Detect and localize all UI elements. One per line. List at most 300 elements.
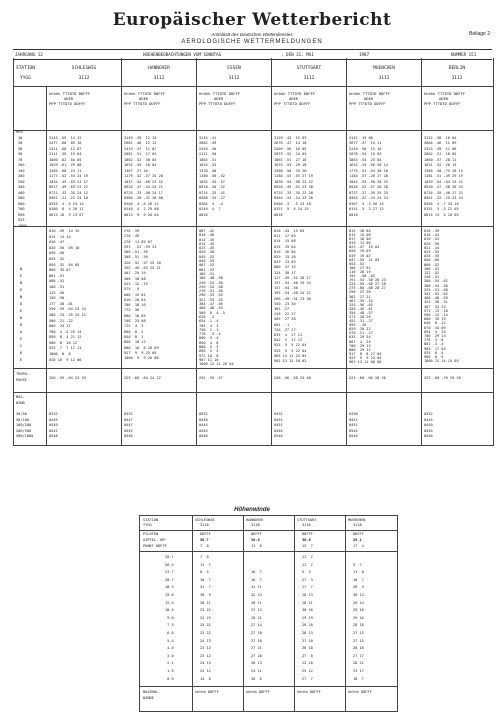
table-row: 2682 -49 — [199, 141, 217, 145]
table-row: 20.7 — [165, 555, 174, 559]
table-row: 0304 4 -6 26 12 — [124, 201, 159, 206]
table-row: 23 12 — [200, 653, 211, 658]
table-row: 700 4 -5 25 14 — [49, 329, 82, 334]
table-row: 500/1000 — [16, 434, 34, 438]
table-row: 186 -48 -58 — [199, 276, 223, 281]
table-row: 1039 -54 -64 29 21 — [424, 179, 463, 184]
station-id-muenchen: 3112 — [378, 76, 390, 81]
table-row: 0546 — [349, 434, 358, 438]
table-row: 278 11 09 07 — [124, 239, 153, 244]
table-row: 29 16 — [353, 608, 364, 613]
table-row: 0.9 — [167, 676, 174, 681]
table-row: 700 18 10 — [124, 303, 146, 308]
table-row: 0016 — [274, 212, 283, 217]
significant-levels-label — [17, 265, 25, 363]
table-row: 31 11 — [251, 585, 262, 590]
table-row: 0568 -25 -27 — [199, 196, 225, 200]
table-row: 29 19 — [302, 615, 313, 620]
table-row: 850 18 12 — [124, 340, 146, 345]
table-row: 0449 — [49, 423, 58, 427]
table-row: 322 -53 -55 — [199, 297, 223, 302]
table-row: 025 -52 — [424, 250, 440, 255]
table-row: 30/50 — [16, 412, 27, 416]
table-row: 045 -52 — [199, 254, 215, 259]
table-row: 0016 — [349, 212, 358, 217]
table-row: 270 -49 — [124, 234, 140, 239]
table-row: 600 — [18, 201, 25, 206]
table-row: 2419 -47 11 07 — [124, 146, 157, 151]
table-row: 27 18 — [251, 630, 262, 635]
table-row: 1631 -52 26 15 — [424, 163, 457, 167]
table-row: 28 13 — [302, 630, 313, 635]
table-row: 0447 — [124, 423, 133, 427]
table-row: 1633 -53 29 18 — [274, 163, 307, 167]
table-row: 0447 — [124, 417, 133, 422]
side-letter: B — [19, 280, 23, 285]
table-row: 1038 -54 -58 24 22 — [274, 179, 313, 184]
table-row: 105 -51 — [199, 271, 215, 276]
table-row: 0724 -33 -41 — [199, 190, 225, 195]
table-row: 890 5 3 — [199, 349, 219, 354]
table-row: 960 8 9 — [424, 355, 444, 360]
standard-levels-berlin — [424, 136, 463, 219]
hw-winds-hannover — [251, 554, 262, 683]
table-row: 495 -26 — [349, 323, 371, 328]
supplement-label: Beilage 2 — [469, 31, 490, 37]
table-row: 50 — [18, 152, 23, 156]
table-row: 320 -49 -61 — [349, 306, 373, 311]
table-row: 10.5 — [165, 608, 174, 613]
table-row: 0305 4 -7 33 16 — [424, 201, 459, 206]
table-row: 925 — [18, 218, 25, 222]
table-row: 32 13 — [251, 592, 262, 597]
table-row: 1365 -60 24 11 — [49, 168, 82, 173]
table-row: 27 3 — [302, 577, 313, 582]
side-letter: N — [19, 294, 23, 299]
table-row: 347 -52 -62 — [424, 292, 448, 297]
table-row: 1037 -54 -60 23 22 — [124, 179, 163, 184]
significant-levels-essen — [199, 229, 234, 367]
table-row: 060 -52 — [424, 262, 440, 267]
side-letter: D — [19, 301, 23, 306]
table-row: 570 -21 -27 — [349, 331, 373, 336]
table-row: 28 21 — [353, 661, 364, 666]
station-name-hannover: HANNOVER — [148, 66, 170, 71]
table-row: 5 3 — [302, 570, 311, 575]
table-row: 850 — [18, 212, 25, 217]
table-row: 0546 — [199, 434, 208, 438]
table-row: 29 14 — [353, 600, 364, 605]
significant-levels-schleswig — [49, 229, 86, 363]
side-letter: U — [19, 329, 23, 334]
table-row: 2111 -59 15 04 — [49, 152, 82, 156]
table-row: 850 8 2 — [124, 334, 144, 339]
table-row: 177 -48 -61 — [49, 301, 73, 306]
table-row: 0332 — [274, 412, 283, 416]
table-row: 0451 — [349, 423, 358, 427]
table-row: 835 4 27 11 — [274, 333, 303, 338]
table-row: 250 -59 -64 23 24 — [49, 307, 86, 312]
hw-pilot-dir-hannover: DDFFF — [251, 532, 262, 536]
table-row: 2121 -50 — [199, 152, 217, 156]
table-row: 1634 -53 — [199, 163, 217, 167]
table-row: 11 2 — [302, 562, 313, 567]
table-row: 401 25 19 — [124, 271, 146, 276]
hw-pilot-wind-stuttgart: 12 7 — [302, 544, 313, 548]
standard-levels-muenchen — [349, 136, 388, 219]
table-row: 220 -52 -56 — [199, 280, 223, 285]
table-row: 1629 -61 29 08 — [49, 163, 82, 167]
table-row: 157 -54 -58 — [274, 286, 298, 291]
table-row: 925 6 -4 — [424, 350, 444, 355]
table-row: 0920 -47 -58 30 24 — [424, 185, 463, 189]
table-row: 776 -3 -4 — [199, 332, 221, 337]
table-row: 1775 -51 -54 30 10 — [349, 168, 388, 173]
table-row: 700 29 13 — [349, 343, 371, 348]
table-row: 249 -54 -58 — [199, 284, 223, 289]
table-row: 1367 27 10 — [124, 168, 148, 173]
table-row: 654 -1 -4 — [199, 319, 219, 324]
table-row: 7.5 — [167, 623, 174, 628]
table-row: 054 -52 — [349, 261, 365, 266]
table-row: 27 15 — [353, 630, 364, 635]
hw-pilot-label-1: PILOTEN — [143, 532, 159, 536]
table-row: 903 17 04 — [424, 346, 446, 351]
table-row: 1177 -52 -54 24 19 — [49, 174, 88, 178]
table-row: 26 13 — [251, 661, 262, 666]
station-label: STATION — [16, 66, 35, 71]
table-row: 2411 -60 12 07 — [49, 146, 82, 151]
table-row: 575 -9 — [124, 287, 140, 292]
table-row: 086 -52 — [49, 279, 69, 284]
table-row: 10 7 — [353, 577, 364, 582]
standard-levels-hannover — [124, 136, 163, 219]
hw-maxwind-schleswig: hhhhh DDFFF — [195, 690, 219, 694]
table-row: 290 -53 -55 — [199, 293, 223, 298]
tropopause-stuttgart: 246 -56 -58 24 40 — [274, 376, 311, 380]
table-row: 022 -44 — [424, 245, 440, 250]
table-row: 030 -50 — [49, 251, 69, 256]
table-row: 1368 -50 29 20 — [274, 168, 307, 173]
table-row: 2415 -49 11 06 — [424, 146, 457, 151]
hw-pilot-km-muenchen: 29.1 — [353, 538, 362, 542]
table-row: 010 -46 — [199, 233, 215, 238]
yygg-label: YYGG — [20, 76, 31, 81]
number-label: NUMMER 151 — [451, 52, 477, 57]
hw-station-id-schleswig: 3118 — [200, 523, 209, 527]
table-row — [353, 554, 364, 562]
table-row: 28 11 — [251, 600, 262, 605]
side-letter: E — [19, 287, 23, 292]
table-row: 408 -48 -53 — [199, 306, 223, 311]
table-row: 1370 -48 — [199, 168, 217, 173]
table-row: 1000 12 11 28 04 — [199, 362, 234, 367]
table-row: 0560 -20 -31 26 08 — [124, 196, 163, 200]
table-row: 30 9 — [200, 592, 211, 597]
level-unit: HPA — [16, 130, 23, 134]
table-row: 1635 -55 18 04 — [124, 163, 157, 167]
table-row: 2082 -51 10 05 — [424, 152, 457, 156]
table-row: 2410 -50 15 10 — [349, 146, 382, 151]
table-row: 10 — [18, 135, 23, 140]
standard-levels-essen — [199, 136, 225, 219]
table-row: 15.6 — [165, 592, 174, 597]
table-row: 27 16 — [251, 638, 262, 643]
table-row: 28 16 — [353, 646, 364, 651]
significant-levels-stuttgart — [274, 229, 311, 364]
table-row: 13 7 — [200, 562, 211, 567]
table-row: 800 5 -4 — [199, 336, 219, 341]
hw-pilot-wind-muenchen: 17 4 — [353, 544, 364, 548]
table-row: 70 — [18, 157, 23, 162]
table-row: 010 -39 14 12 — [49, 229, 80, 233]
table-row: 543 -12 -15 — [124, 281, 148, 286]
table-row: 900 8 18 12 — [49, 340, 78, 345]
table-row: 4.0 — [167, 646, 174, 651]
table-row: 0140 4 2 29 08 — [124, 207, 159, 211]
table-row: 800 29 12 — [349, 347, 371, 352]
standard-levels-schleswig — [49, 136, 88, 219]
table-row: 300 -51 -59 — [124, 250, 148, 255]
hw-station-name-stuttgart: STUTTGART — [297, 518, 317, 522]
hw-pilot-km-hannover: 30.9 — [251, 538, 260, 542]
table-row: 016 16 04 — [274, 249, 296, 254]
table-row: 016 -44 — [424, 233, 440, 238]
table-row: 0307 3 -3 26 14 — [349, 201, 384, 206]
table-row: 28 20 — [302, 623, 313, 628]
table-row: 0920 -47 -54 24 21 — [124, 185, 163, 189]
table-row: 0451 — [274, 423, 283, 427]
table-row: 0016 — [199, 212, 208, 217]
table-row: 0564 -22 -24 24 24 — [349, 196, 388, 200]
hw-pilot-label-2: GIPFEL- KM — [143, 538, 165, 542]
table-row: 0180 8 4 20 11 — [49, 207, 84, 211]
hw-maxwind-label-1: MAXIMAL- — [143, 690, 161, 694]
table-row: 047 -55 21 03 — [349, 257, 380, 262]
table-row: 039 19 02 — [349, 253, 371, 258]
significant-levels-muenchen — [349, 229, 386, 364]
table-row: 020 -55 — [424, 254, 440, 259]
table-row: 1366 -50 -75 28 15 — [424, 168, 463, 173]
table-row: 1632 -53 -56 28 14 — [349, 163, 388, 167]
table-row: 1000 9 9 26 06 — [124, 356, 159, 361]
table-row: 27 15 — [353, 638, 364, 643]
table-row: 452 -31 -37 — [349, 319, 373, 324]
hoehenwinde-table — [139, 515, 398, 712]
colhead-line1: hhhhh TTTDTD DDFFF — [199, 91, 241, 96]
hw-maxwind-hannover: hhhhh DDFFF — [246, 690, 270, 694]
table-row: 27 8 — [302, 653, 313, 658]
table-row: 635 29 34 — [349, 335, 371, 340]
table-row: 2078 -54 15 03 — [349, 152, 382, 156]
table-row: 1861 -51 27 10 — [274, 157, 307, 162]
table-row: 27 7 — [302, 676, 313, 681]
table-row: 0546 — [424, 434, 433, 438]
table-row: 1.5 — [167, 668, 174, 673]
table-row: 27 17 — [353, 653, 364, 658]
table-row: 27 10 — [302, 638, 313, 643]
table-row: 155 -50 -62 — [349, 274, 375, 279]
table-row: 2677 -47 15 11 — [349, 141, 382, 145]
colhead-line1: hhhhh TTTDTD DDFFF — [349, 91, 391, 96]
table-row: 150 — [18, 168, 25, 173]
table-row: 100 27 01 — [349, 265, 371, 270]
table-row: 014 -45 — [199, 241, 215, 246]
table-row: 640 8 -12 — [424, 321, 446, 326]
table-row: 1000 — [18, 223, 27, 228]
table-row: 0917 -49 -63 23 22 — [49, 185, 88, 189]
table-row: 880 5 3 — [199, 345, 219, 350]
table-row: 600 35 19 — [424, 317, 446, 322]
table-row: 100 — [18, 163, 25, 167]
station-name-muenchen: MUENCHEN — [373, 66, 395, 71]
maxwind-schleswig — [49, 412, 58, 440]
table-row: 1179 -52 -57 25 20 — [124, 174, 163, 178]
table-row: 972 10 8 — [199, 353, 219, 358]
table-row: 1865 -51 — [199, 157, 217, 162]
table-row: 1862 -52 30 05 — [124, 157, 157, 162]
table-row: 124 30 17 — [274, 270, 296, 275]
table-row: 26 10 — [302, 646, 313, 651]
table-row: 354 -48 -57 — [349, 310, 373, 315]
table-row: 24 23 — [200, 615, 211, 620]
table-row: 023 -45 — [199, 246, 215, 251]
table-row: 019 -53 — [424, 237, 440, 242]
table-row: 31 7 — [200, 585, 211, 590]
table-row: 50/100 — [16, 417, 29, 422]
hw-maxwind-label-2: WINDE — [143, 696, 154, 700]
table-row: 100 -52 — [424, 266, 440, 271]
table-row: 150 -50 — [49, 296, 69, 301]
colhead-line3: PPP TTTDTD DDFFF — [124, 101, 161, 106]
side-letter: E — [19, 308, 23, 313]
table-row: 2416 -50 — [199, 146, 217, 151]
table-row: 30 12 — [353, 592, 364, 597]
table-row: 0444 — [199, 423, 208, 427]
table-row: 1180 -50 -52 — [199, 174, 225, 178]
table-row: 296 27 28 — [349, 290, 371, 295]
table-row: 0149 4 7 — [199, 207, 221, 211]
table-row: 2079 -52 24 04 — [274, 152, 307, 156]
hw-station-name-schleswig: SCHLESWIG — [195, 518, 215, 522]
table-row: 0546 — [274, 434, 283, 438]
table-row: 050 -53 — [199, 259, 215, 264]
hw-winds-stuttgart — [302, 554, 313, 683]
table-row: 137 -54 -58 29 24 — [274, 281, 311, 286]
table-row: 772 30 — [124, 308, 140, 313]
table-row: 330 23 30 — [274, 301, 296, 306]
table-row: 610 20 01 — [124, 297, 146, 302]
table-row: 601 -1 — [274, 322, 294, 327]
table-row: 362 27 21 — [349, 294, 371, 299]
table-row: 040 -60 — [424, 258, 440, 263]
table-row: 0737 -37 -39 29 33 — [349, 190, 388, 195]
table-row: 029 -50 — [199, 250, 215, 255]
side-letter: E — [19, 336, 23, 341]
table-row: 628 -3 — [199, 314, 215, 319]
table-row: 0353 4 -5 24 14 — [49, 201, 84, 206]
table-row: 400 -48 -59 — [424, 296, 448, 301]
table-row: 250 — [18, 179, 25, 184]
table-row: 0332 — [424, 412, 433, 416]
table-row: 850 8 4 21 12 — [49, 335, 82, 340]
hw-pilot-wind-schleswig: 7 8 — [200, 544, 209, 548]
table-row: 5.4 — [167, 638, 174, 643]
table-row: 275 -60 -68 28 27 — [349, 286, 386, 291]
table-row — [251, 554, 262, 562]
table-row: 116 28 19 — [349, 269, 371, 274]
table-row: 1034 -49 -63 23 27 — [49, 179, 88, 184]
table-row: 23 12 — [200, 646, 211, 651]
table-row: 30 6 — [251, 676, 262, 681]
table-row: 572 -13 -18 — [424, 308, 448, 313]
table-row: 371 28 26 — [349, 314, 371, 319]
table-row: 802 -3 -4 — [424, 342, 444, 347]
table-row: 3152 -38 10 04 — [424, 135, 457, 140]
table-row: 981 13 12 10 02 — [274, 359, 307, 364]
observation-label: HOEHENBEOBACHTUNGEN VOM SONNTAG — [143, 52, 222, 57]
table-row: 1035 -55 -57 — [199, 179, 225, 184]
table-row: 060 35 07 — [49, 268, 71, 273]
table-row: 20 — [18, 141, 23, 145]
table-row: 1863 -54 25 04 — [349, 157, 382, 162]
table-row: 020 -50 09 10 — [49, 245, 80, 250]
table-row: 1180 -53 -55 27 19 — [274, 174, 313, 178]
table-row: 1184 -57 -26 27 20 — [349, 174, 388, 178]
table-row: 0926 -52 -57 28 28 — [349, 185, 388, 189]
colhead-line1: hhhhh TTTDTD DDFFF — [49, 91, 91, 96]
colhead-line2: ODER — [364, 96, 374, 101]
table-row: 467 -39 -52 — [349, 298, 373, 303]
table-row: 0449 — [49, 417, 58, 422]
table-row: 600 10 05 — [124, 313, 146, 318]
table-row: 925 5 5 22 04 — [274, 343, 307, 348]
table-row: 325 -51 -58 — [424, 287, 448, 292]
table-row: 050 -52 04 05 — [49, 262, 80, 267]
table-row: 320 -52 -57 25 20 — [124, 260, 161, 265]
table-row: 384 -47 -56 — [199, 302, 223, 307]
table-row: 11 8 — [353, 570, 364, 575]
table-row: 045 -52 — [49, 256, 69, 261]
table-row: 019 13 06 — [349, 241, 371, 246]
table-row: 300 — [18, 185, 25, 189]
table-row: 0013 9 9 26 04 — [124, 212, 159, 217]
table-row: 500 — [18, 196, 25, 200]
station-id-hannover: 3112 — [153, 76, 165, 81]
table-row: 14 6 — [200, 676, 211, 681]
table-row: 100/200 — [16, 423, 32, 427]
table-row: 1000 12 14 15 05 — [424, 359, 459, 364]
table-row: 467 32 23 — [424, 304, 446, 309]
table-row: 24 11 — [251, 668, 262, 673]
table-row: 010 -43 15 03 — [274, 229, 305, 233]
table-row: 191 -54 -58 28 23 — [349, 278, 386, 283]
side-letter: D — [19, 315, 23, 320]
table-row: 23 22 — [200, 630, 211, 635]
maxwind-layers — [16, 412, 33, 440]
aerological-data-table — [13, 130, 494, 446]
table-row: 7 8 — [200, 555, 209, 559]
hw-heights — [165, 554, 174, 683]
table-row: 28 18 — [353, 623, 364, 628]
station-id-schleswig: 3112 — [78, 76, 90, 81]
table-row: 726 27 27 — [274, 327, 296, 332]
table-row: 0546 — [124, 434, 133, 438]
colhead-line3: PPP TTTDTD DDFFF — [349, 101, 386, 106]
table-row: 1181 -51 -49 29 19 — [424, 174, 463, 178]
table-row: 24 13 — [200, 661, 211, 666]
table-row: 0330 — [349, 412, 358, 416]
